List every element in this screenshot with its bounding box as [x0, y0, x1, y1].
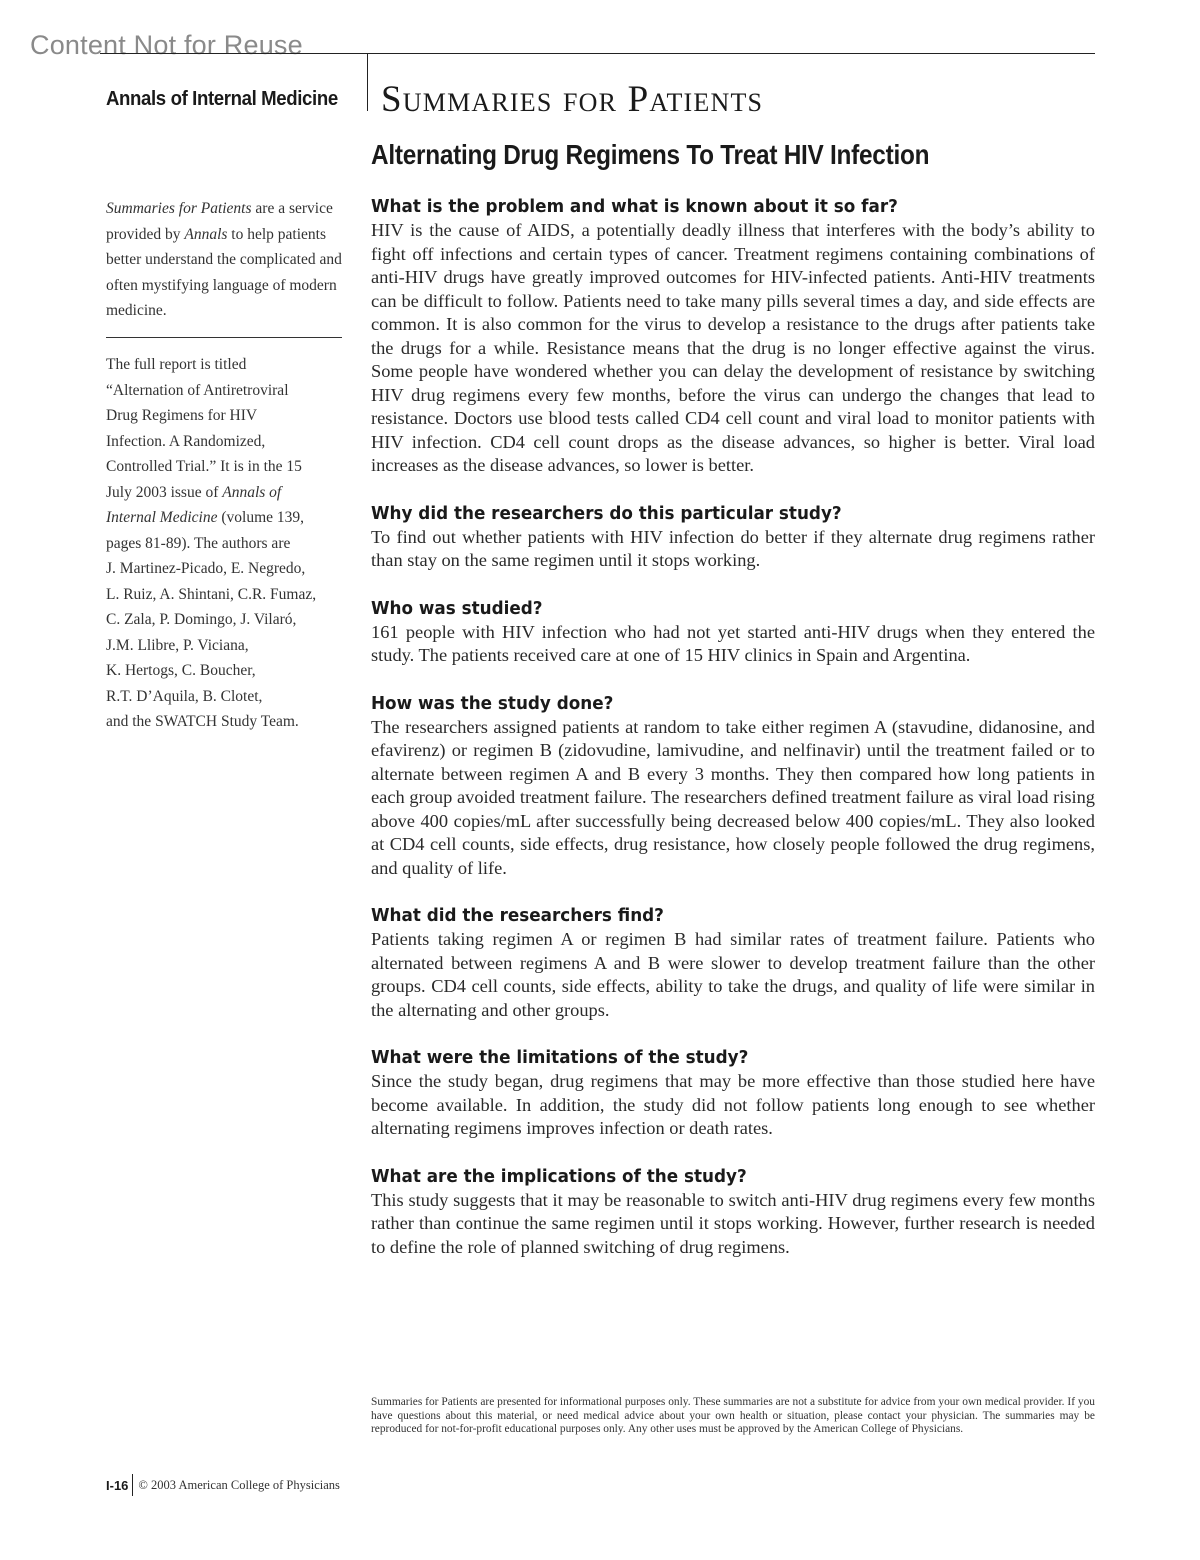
- article-title: Alternating Drug Regimens To Treat HIV Infection: [371, 139, 930, 170]
- section-who: [371, 597, 1095, 668]
- section-limitations: [371, 1046, 1095, 1141]
- sidebar-citation: The full report is titled “Alternation of Antiretroviral Drug Regimens for HIV Infection. A Randomized, Controlled Trial.” It is in the 15 July 2003 issue of Annals of Internal Medicine (volume 139, pages 81-89). The authors are J. Martinez-Picado, E. Negredo, L. Ruiz, A. Shintani, C.R. Fumaz, C. Zala, P. Domingo, J. Vilaró, J.M. Llibre, P. Viciana, K. Hertogs, C. Boucher, R.T. D’Aquila, B. Clotet, and the SWATCH Study Team.: [106, 356, 317, 730]
- article-body: [371, 195, 1095, 1283]
- section-heading: Who was studied?: [371, 598, 543, 619]
- section-how: [371, 692, 1095, 881]
- header-rule: [100, 53, 1095, 54]
- section-label: Summaries for Patients: [381, 79, 764, 120]
- section-body: This study suggests that it may be reasonable to switch anti-HIV drug regimens every few months rather than continue the same regimen until it stops working. However, further research is needed to define the role of planned switching of drug regimens.: [371, 1189, 1095, 1257]
- page-footer: [106, 1474, 340, 1496]
- section-heading: How was the study done?: [371, 693, 614, 714]
- section-body: Since the study began, drug regimens that may be more effective than those studied here have become available. In addition, the study did not follow patients long enough to see whether alternating regimens improves infection or death rates.: [371, 1071, 1095, 1138]
- section-problem: [371, 195, 1095, 478]
- section-findings: [371, 904, 1095, 1022]
- footer-divider: [132, 1474, 133, 1496]
- section-body: HIV is the cause of AIDS, a potentially deadly illness that interferes with the body’s ability to fight off infections and certain types of cancer. Treatment regimens containing combinations of anti-HIV drugs have greatly improved outcomes for HIV-infected patients. Anti-HIV treatments can be difficult to follow. Patients need to take many pills several times a day, and side effects are common. It is also common for the virus to develop a resistance to the drugs after patients take the drugs for a while. Resistance means that the drug is no longer effective against the virus. Some people have wondered whether you can delay the development of resistance by switching HIV drug regimens every few months, before the virus can undergo the changes that lead to resistance. Doctors use blood tests called CD4 cell count and viral load to monitor patients with HIV infection. CD4 cell count drops as the disease advances, so higher is better. Viral load increases as the disease advances, so lower is better.: [371, 220, 1095, 475]
- disclaimer: Summaries for Patients are presented for informational purposes only. These summaries are not a substitute for advice from your own medical provider. If you have questions about this material, or need medical advice about your own health or situation, please contact your physician. The summaries may be reproduced for not-for-profit educational purposes only. Any other uses must be approved by the American College of Physicians.: [371, 1396, 1095, 1435]
- section-body: Patients taking regimen A or regimen B had similar rates of treatment failure. Patients who alternated between regimens A and B were slower to develop treatment failure than the other groups. CD4 cell counts, side effects, ability to take the drugs, and quality of life were similar in the alternating and other groups.: [371, 929, 1095, 1020]
- section-heading: Why did the researchers do this particular study?: [371, 503, 842, 524]
- header-divider: [367, 53, 368, 111]
- section-body: The researchers assigned patients at random to take either regimen A (stavudine, didanosine, and efavirenz) or regimen B (zidovudine, lamivudine, and nelfinavir) until the treatment failed or to alternate between regimen A and B every 3 months. They then compared how long patients in each group avoided treatment failure. The researchers defined treatment failure as viral load rising above 400 copies/mL after successfully being decreased below 400 copies/mL. They also looked at CD4 cell counts, side effects, drug resistance, how closely people followed the drug regimens, and quality of life.: [371, 716, 1095, 878]
- section-heading: What are the implications of the study?: [371, 1166, 747, 1187]
- sidebar-divider: [106, 337, 342, 338]
- section-body: 161 people with HIV infection who had not yet started anti-HIV drugs when they entered the study. The patients received care at one of 15 HIV clinics in Spain and Argentina.: [371, 621, 1095, 665]
- watermark: Content Not for Reuse: [30, 30, 303, 60]
- copyright: © 2003 American College of Physicians: [138, 1477, 340, 1492]
- section-why: [371, 502, 1095, 573]
- section-heading: What were the limitations of the study?: [371, 1048, 749, 1068]
- section-heading: What did the researchers find?: [371, 906, 664, 926]
- section-body: To find out whether patients with HIV infection do better if they alternate drug regimens rather than stay on the same regimen until it stops working.: [371, 526, 1095, 570]
- section-heading: What is the problem and what is known about it so far?: [371, 197, 898, 217]
- sidebar-intro: Summaries for Patients are a service provided by Annals to help patients better understand the complicated and often mystifying language of modern medicine.: [106, 200, 342, 319]
- section-implications: [371, 1165, 1095, 1260]
- page-number: I-16: [106, 1477, 129, 1493]
- journal-name: Annals of Internal Medicine: [106, 88, 338, 110]
